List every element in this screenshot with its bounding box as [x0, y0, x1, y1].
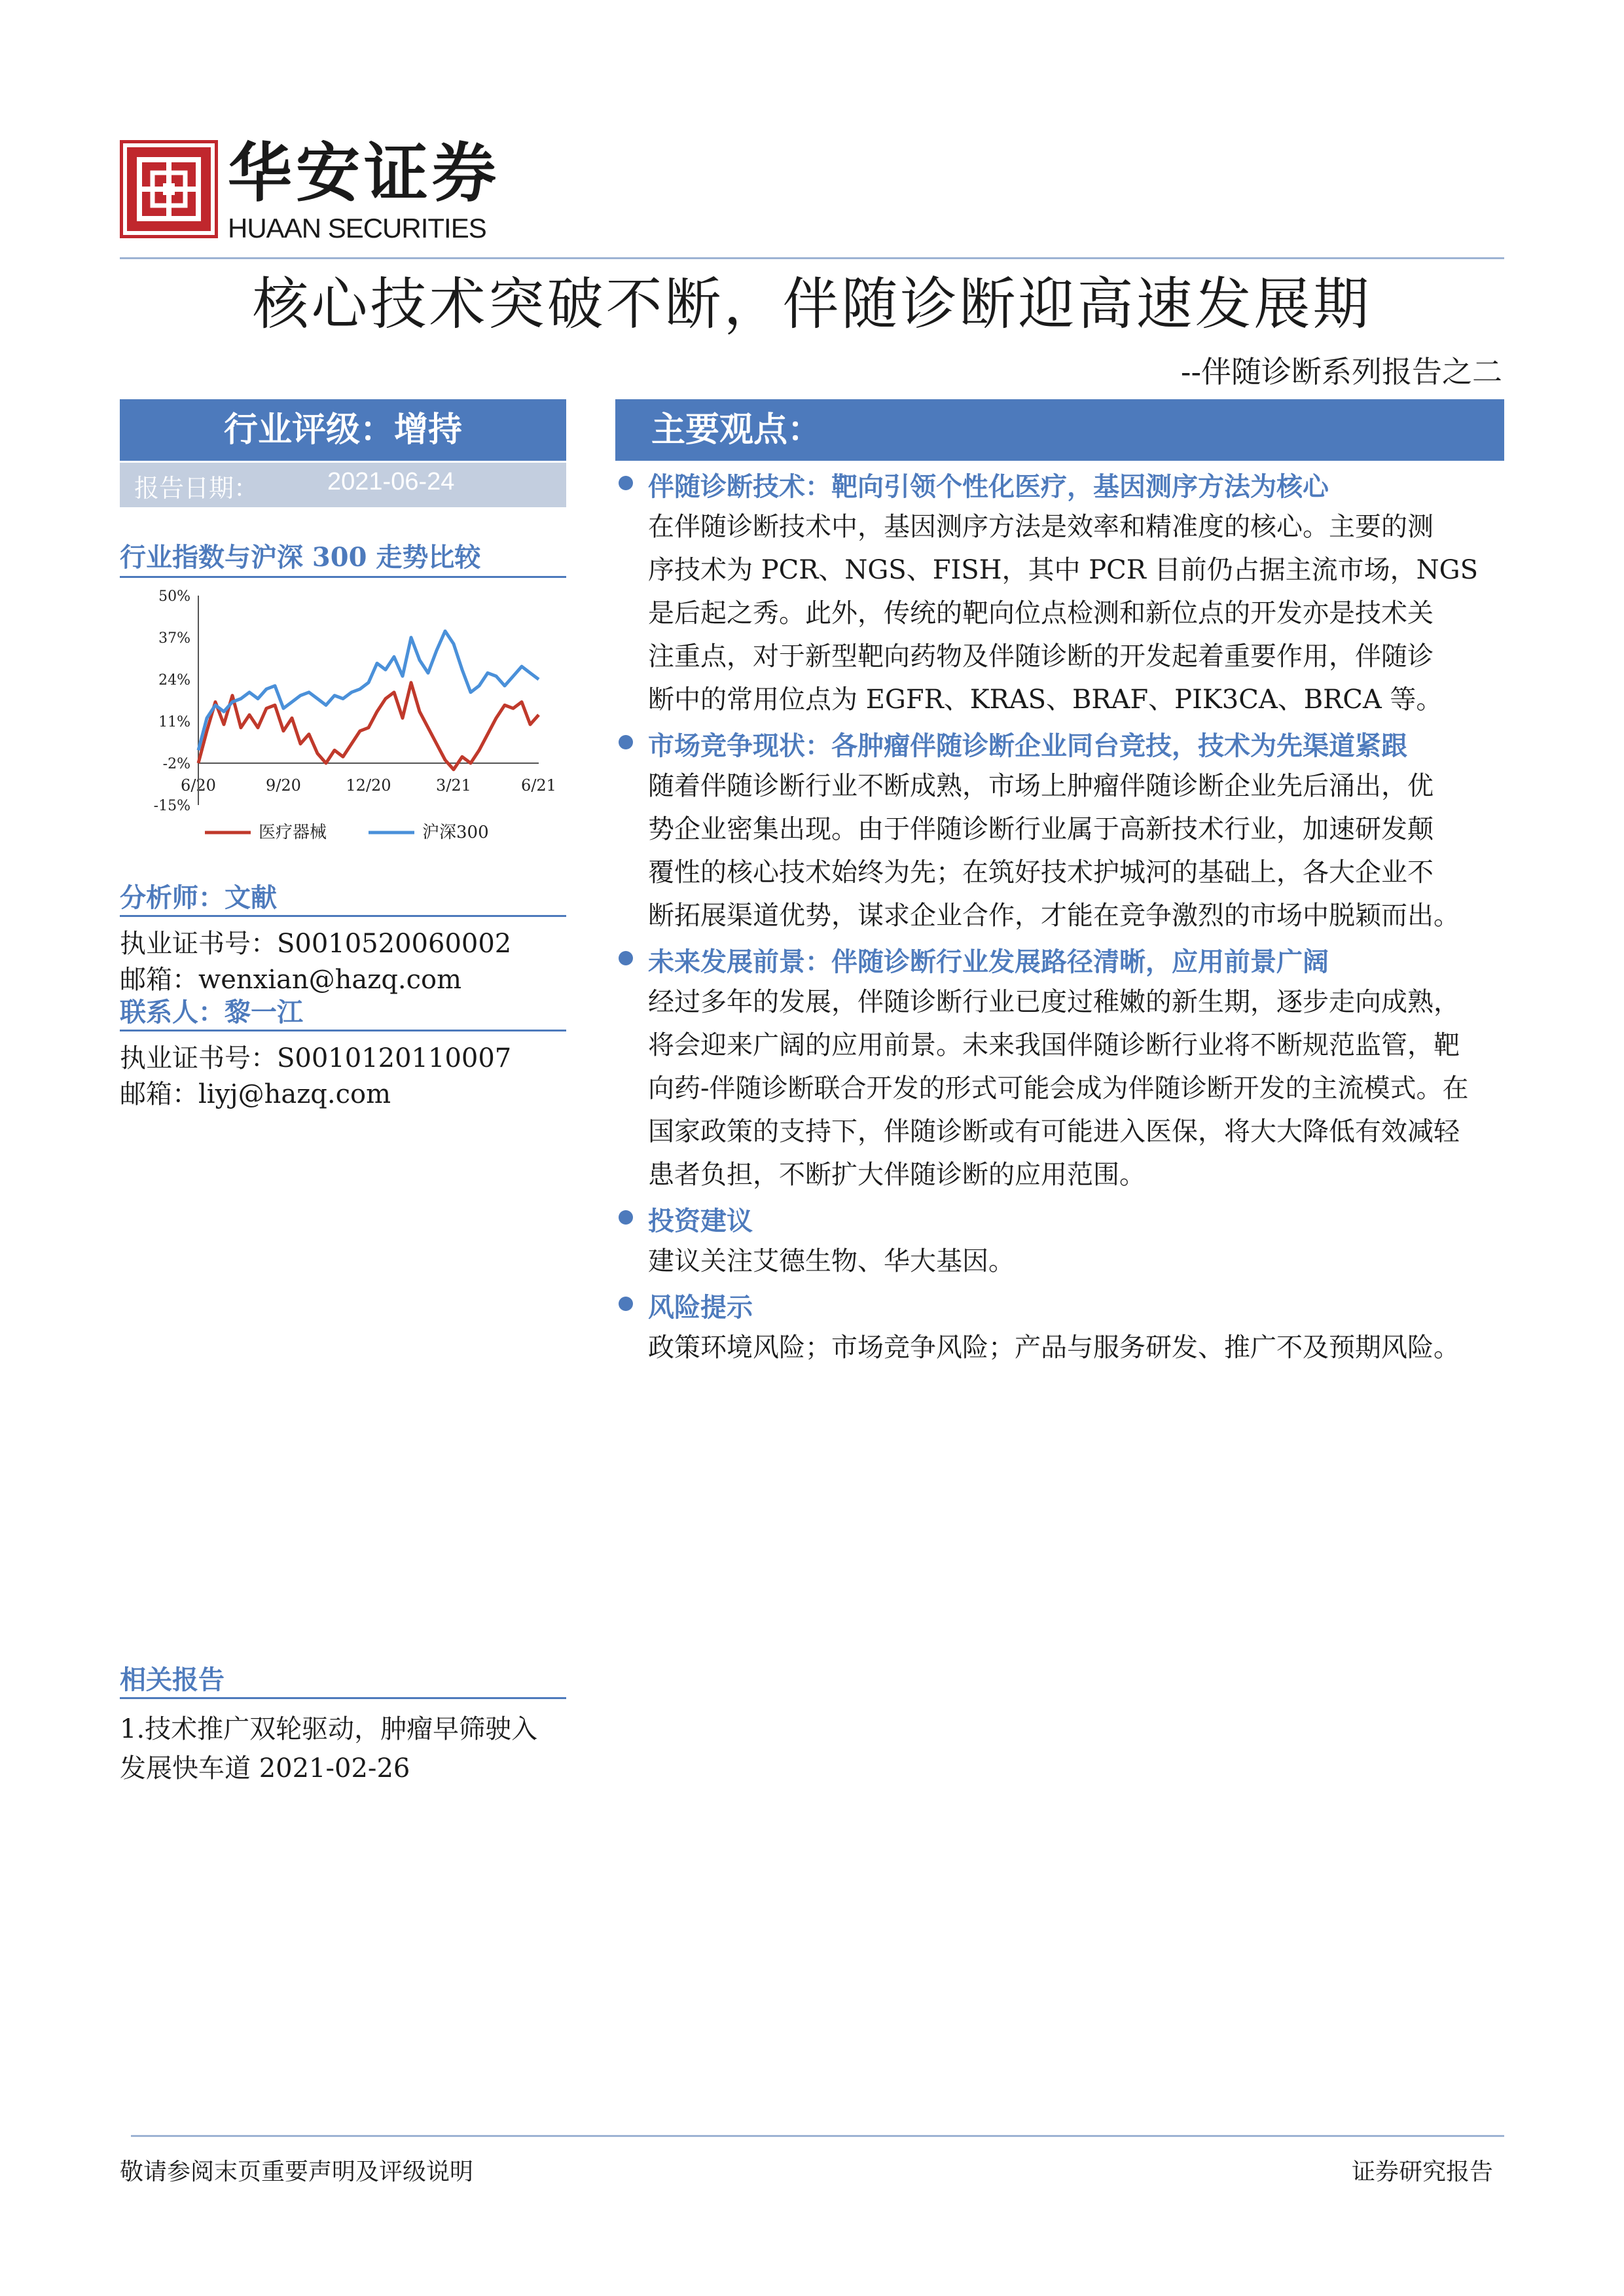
- related-report-line2[interactable]: 发展快车道 2021-02-26: [120, 1753, 410, 1784]
- paragraph-line: 在伴随诊断技术中，基因测序方法是效率和精准度的核心。主要的测: [648, 512, 1434, 542]
- footer-rule: [131, 2135, 1504, 2137]
- x-tick-label: 6/20: [181, 776, 216, 795]
- paragraph-line: 将会迎来广阔的应用前景。未来我国伴随诊断行业将不断规范监管，靶: [648, 1030, 1460, 1060]
- chart-legend: [205, 823, 489, 842]
- chart-section-rule: [120, 576, 566, 578]
- index-comparison-chart: [120, 583, 578, 851]
- footer-report-type: 证券研究报告: [1351, 2159, 1493, 2185]
- y-tick-label: -2%: [162, 756, 190, 772]
- paragraph-line: 政策环境风险；市场竞争风险；产品与服务研发、推广不及预期风险。: [648, 1333, 1460, 1363]
- section-heading-investment: 投资建议: [648, 1206, 753, 1236]
- report-title: 核心技术突破不断，伴随诊断迎高速发展期: [252, 272, 1372, 337]
- main-views-header: 主要观点：: [615, 399, 1504, 461]
- logo-chinese-name: 华安证券: [228, 135, 501, 211]
- bullet-icon: [619, 735, 633, 749]
- section-heading-risk: 风险提示: [648, 1292, 753, 1323]
- footer-disclaimer[interactable]: 敬请参阅末页重要声明及评级说明: [120, 2159, 474, 2185]
- section-body-investment: [648, 1240, 1499, 1283]
- bullet-icon: [619, 951, 633, 965]
- contact-license: 执业证书号：S0010120110007: [120, 1043, 512, 1073]
- paragraph-line: 建议关注艾德生物、华大基因。: [648, 1246, 1015, 1276]
- paragraph-line: 患者负担，不断扩大伴随诊断的应用范围。: [648, 1160, 1146, 1190]
- contact-email: 邮箱：liyj@hazq.com: [120, 1079, 391, 1109]
- related-reports-heading: 相关报告: [120, 1664, 225, 1695]
- paragraph-line: 向药-伴随诊断联合开发的形式可能会成为伴随诊断开发的主流模式。在: [648, 1073, 1469, 1103]
- logo-mark-icon: [120, 140, 218, 238]
- analyst-heading: 分析师：文献: [120, 882, 277, 913]
- section-heading-competition: 市场竞争现状：各肿瘤伴随诊断企业同台竞技，技术为先渠道紧跟: [648, 730, 1407, 761]
- related-report-line1[interactable]: 1.技术推广双轮驱动，肿瘤早筛驶入: [120, 1714, 538, 1744]
- legend-label: 沪深300: [422, 823, 489, 842]
- bullet-icon: [619, 476, 633, 490]
- section-body-competition: [648, 764, 1499, 937]
- industry-rating: 行业评级：增持: [120, 399, 566, 461]
- x-tick-label: 3/21: [436, 776, 471, 795]
- x-tick-label: 12/20: [346, 776, 391, 795]
- report-date-label: 报告日期：: [134, 474, 259, 503]
- paragraph-line: 注重点，对于新型靶向药物及伴随诊断的开发起着重要作用，伴随诊: [648, 641, 1434, 672]
- paragraph-line: 经过多年的发展，伴随诊断行业已度过稚嫩的新生期，逐步走向成熟，: [648, 987, 1460, 1017]
- contact-rule: [120, 1030, 566, 1031]
- y-tick-label: 24%: [158, 672, 190, 689]
- paragraph-line: 随着伴随诊断行业不断成熟，市场上肿瘤伴随诊断企业先后涌出，优: [648, 771, 1434, 801]
- y-tick-label: 50%: [158, 588, 190, 605]
- y-tick-label: 37%: [158, 630, 190, 647]
- report-date: 2021-06-24: [327, 468, 455, 495]
- paragraph-line: 国家政策的支持下，伴随诊断或有可能进入医保，将大大降低有效减轻: [648, 1117, 1460, 1147]
- section-heading-technology: 伴随诊断技术：靶向引领个性化医疗，基因测序方法为核心: [648, 471, 1329, 502]
- section-body-risk: [648, 1326, 1499, 1369]
- section-body-technology: [648, 505, 1499, 721]
- section-body-outlook: [648, 980, 1499, 1196]
- y-tick-label: -15%: [153, 798, 190, 814]
- x-tick-label: 6/21: [521, 776, 556, 795]
- bullet-icon: [619, 1210, 633, 1225]
- bullet-icon: [619, 1297, 633, 1311]
- y-tick-label: 11%: [158, 714, 190, 730]
- chart-section-title: 行业指数与沪深 300 走势比较: [120, 542, 481, 573]
- paragraph-line: 是后起之秀。此外，传统的靶向位点检测和新位点的开发亦是技术关: [648, 598, 1434, 628]
- series-line-0: [198, 683, 539, 770]
- header-rule: [120, 257, 1504, 259]
- section-heading-outlook: 未来发展前景：伴随诊断行业发展路径清晰，应用前景广阔: [648, 946, 1329, 977]
- paragraph-line: 覆性的核心技术始终为先；在筑好技术护城河的基础上，各大企业不: [648, 857, 1434, 888]
- contact-heading: 联系人：黎一江: [120, 997, 303, 1028]
- analyst-license: 执业证书号：S0010520060002: [120, 929, 512, 959]
- report-subtitle: --伴随诊断系列报告之二: [1180, 354, 1502, 389]
- related-reports-rule: [120, 1697, 566, 1699]
- company-logo: [120, 131, 506, 249]
- paragraph-line: 断中的常用位点为 EGFR、KRAS、BRAF、PIK3CA、BRCA 等。: [648, 685, 1443, 715]
- x-axis-ticks: [181, 776, 556, 795]
- analyst-email: 邮箱：wenxian@hazq.com: [120, 965, 462, 995]
- logo-english-name: HUAAN SECURITIES: [228, 213, 486, 243]
- analyst-rule: [120, 915, 566, 917]
- paragraph-line: 断拓展渠道优势，谋求企业合作，才能在竞争激烈的市场中脱颖而出。: [648, 901, 1460, 931]
- paragraph-line: 序技术为 PCR、NGS、FISH，其中 PCR 目前仍占据主流市场，NGS: [648, 555, 1478, 585]
- legend-label: 医疗器械: [259, 823, 327, 842]
- x-tick-label: 9/20: [266, 776, 301, 795]
- paragraph-line: 势企业密集出现。由于伴随诊断行业属于高新技术行业，加速研发颠: [648, 814, 1434, 844]
